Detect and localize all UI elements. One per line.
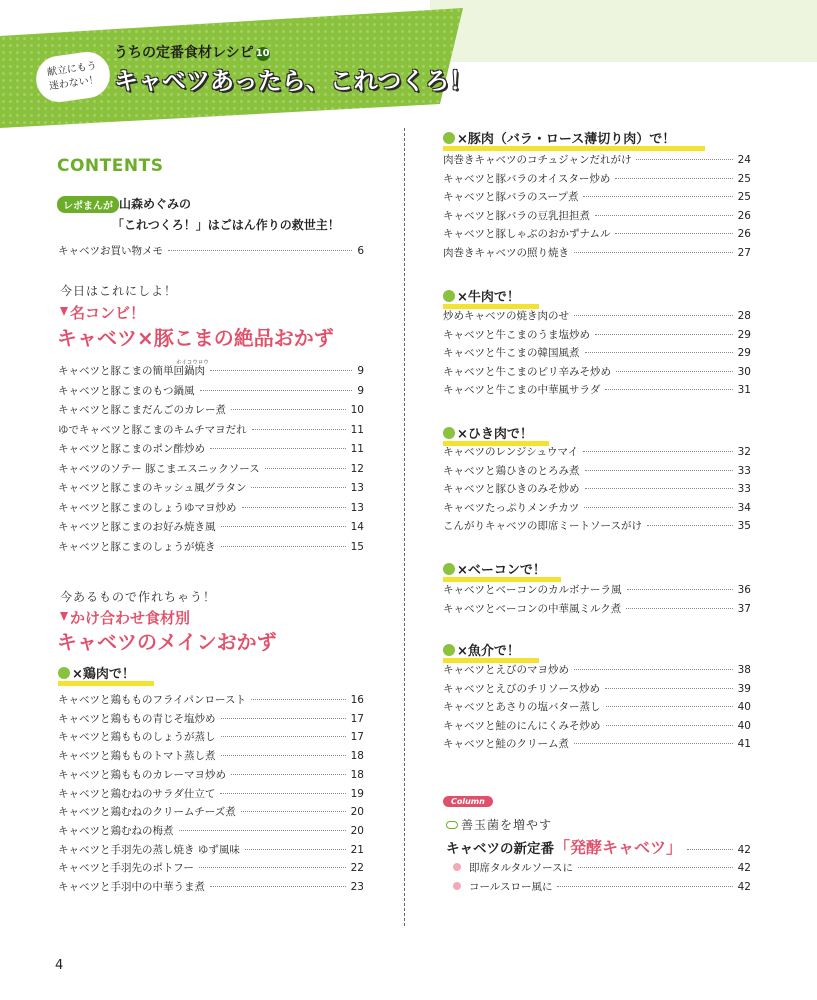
toc-entry-title: キャベツと鮭のクリーム煮: [443, 738, 569, 751]
toc-entry-page: 34: [737, 501, 751, 514]
green-dot-icon: [443, 644, 455, 656]
toc-entry-page: 9: [357, 365, 364, 377]
toc-entry-title: キャベツとベーコンの中華風ミルク煮: [443, 602, 622, 615]
toc-entry-title: キャベツと鶏もものトマト蒸し煮: [58, 750, 216, 763]
toc-entry-title: キャベツと豚しゃぶのおかずナムル: [443, 228, 611, 240]
toc-entry-fermented-cabbage[interactable]: キャベツの新定番 「発酵キャベツ」 42: [446, 838, 751, 857]
toc-entry-title: キャベツと牛こまの韓国風煮: [443, 347, 580, 359]
section-subtitle: かけ合わせ食材別: [70, 609, 191, 627]
toc-entry-title: こんがりキャベツの即席ミートソースがけ: [443, 520, 642, 532]
toc-entry[interactable]: [58, 423, 364, 438]
series-number: 10: [255, 48, 270, 59]
series-label: うちの定番食材レシピ 10: [114, 45, 270, 61]
toc-entry-title: コールスロー風に: [469, 881, 553, 893]
dot-leader: [574, 669, 733, 670]
toc-entry-page: 14: [350, 521, 364, 533]
toc-entry-title: キャベツと手羽先のポトフー: [58, 862, 194, 875]
toc-entry-title: 即席タルタルソースに: [469, 862, 574, 874]
toc-entry-page: 18: [350, 768, 364, 781]
dot-leader: [583, 196, 732, 197]
toc-entry-title: キャベツとベーコンのカルボナーラ風: [443, 584, 622, 596]
toc-entry[interactable]: [443, 663, 751, 678]
dot-leader: [615, 233, 732, 234]
toc-entry-title: キャベツとえびのチリソース炒め: [443, 682, 600, 695]
dot-leader: [605, 389, 732, 390]
report-author-line: 山森めぐみの: [119, 197, 192, 211]
toc-entry-title: キャベツと豚こまのポン酢炒め: [58, 443, 205, 455]
section-heading-pork: ×豚肉（バラ・ロース薄切り肉）で！: [443, 128, 675, 147]
handwritten-caption: 善玉菌を増やす: [446, 816, 552, 833]
page-number: 4: [55, 958, 64, 973]
dot-leader: [627, 589, 733, 590]
toc-entry-title: キャベツと豚こまの簡単回鍋肉: [58, 365, 205, 377]
toc-entry[interactable]: [58, 805, 364, 820]
toc-entry-page: 26: [737, 209, 751, 222]
section-heading-chicken: ×鶏肉で！: [58, 663, 135, 682]
toc-entry-title: 肉巻きキャベツのコチュジャンだれがけ: [443, 154, 632, 166]
toc-entry-page: 42: [737, 881, 751, 893]
toc-entry-title: キャベツのソテー 豚こまエスニックソース: [58, 462, 260, 475]
toc-entry[interactable]: [58, 442, 364, 457]
toc-entry-page: 11: [350, 423, 364, 436]
pink-dot-icon: [453, 882, 461, 890]
pencil-icon: [60, 307, 68, 316]
dot-leader: [241, 811, 346, 812]
toc-entry[interactable]: [58, 481, 364, 496]
toc-entry-page: 40: [737, 719, 751, 732]
dot-leader: [626, 608, 732, 609]
dot-leader: [584, 507, 732, 508]
toc-entry[interactable]: [453, 861, 751, 876]
toc-entry-page: 15: [350, 540, 364, 553]
section-heading-minced: ×ひき肉で！: [443, 423, 533, 442]
dot-leader: [242, 507, 346, 508]
toc-entry-page: 23: [350, 881, 364, 893]
dot-leader: [221, 736, 346, 737]
toc-entry[interactable]: [443, 309, 751, 324]
dot-leader: [200, 390, 353, 391]
dot-leader: [605, 688, 733, 689]
toc-entry[interactable]: [58, 403, 364, 418]
toc-entry-title: キャベツと豚こまのキッシュ風グラタン: [58, 482, 247, 494]
green-dot-icon: [58, 667, 70, 679]
column-divider: [404, 128, 405, 926]
dot-leader: [251, 487, 345, 488]
toc-entry[interactable]: [58, 749, 364, 764]
dot-leader: [647, 525, 733, 526]
toc-entry-title: キャベツと鶏むねのクリームチーズ煮: [58, 806, 236, 819]
column-badge: Column: [443, 796, 493, 807]
toc-entry[interactable]: [58, 364, 364, 379]
section-heading-beef: ×牛肉で！: [443, 286, 520, 305]
dot-leader: [199, 867, 346, 868]
dot-leader: [245, 849, 346, 850]
ruby-reading: ホイコウロウ: [176, 360, 209, 366]
dot-leader: [636, 159, 732, 160]
toc-entry-title: キャベツと豚こまのもつ鍋風: [58, 384, 195, 397]
toc-entry[interactable]: [58, 730, 364, 745]
toc-entry-page: 19: [350, 787, 364, 800]
toc-entry-title: キャベツと豚こまのしょうが焼き: [58, 540, 216, 553]
toc-entry-title: キャベツと豚バラのオイスター炒め: [443, 172, 611, 185]
toc-entry-page: 25: [737, 191, 751, 203]
toc-entry[interactable]: [443, 346, 751, 361]
pink-dot-icon: [453, 863, 461, 871]
dot-leader: [221, 718, 346, 719]
green-dot-icon: [443, 563, 455, 575]
toc-entry-page: 10: [350, 404, 364, 416]
toc-entry-title: 炒めキャベツの焼き肉のせ: [443, 310, 569, 322]
toc-entry[interactable]: [443, 246, 751, 261]
bacteria-icon: [446, 821, 458, 829]
toc-entry[interactable]: [443, 719, 751, 734]
toc-entry-title: キャベツと牛こまのうま塩炒め: [443, 328, 590, 341]
toc-entry-title: キャベツと鶏むねの梅煮: [58, 824, 174, 837]
toc-entry-page: 20: [350, 806, 364, 819]
toc-entry-page: 13: [350, 482, 364, 494]
toc-entry[interactable]: [443, 519, 751, 534]
toc-entry[interactable]: [443, 682, 751, 697]
handwritten-caption: 今日はこれにしよ！: [60, 284, 178, 298]
toc-entry-page: 11: [350, 443, 364, 455]
section-subtitle: 名コンビ！: [70, 304, 146, 322]
dot-leader: [606, 725, 733, 726]
toc-entry-title: キャベツと手羽中の中華うま煮: [58, 881, 205, 893]
toc-entry-page: 17: [350, 712, 364, 725]
green-dot-icon: [443, 427, 455, 439]
dot-leader: [606, 706, 733, 707]
toc-entry[interactable]: [58, 861, 364, 876]
toc-entry-page: 24: [737, 154, 751, 166]
toc-entry-page: 18: [350, 750, 364, 763]
toc-entry[interactable]: [58, 693, 364, 708]
toc-entry-page: 33: [737, 483, 751, 495]
section-title: キャベツのメインおかず: [57, 630, 277, 654]
dot-leader: [615, 178, 732, 179]
toc-entry[interactable]: [443, 583, 751, 598]
dot-leader: [574, 252, 733, 253]
toc-entry-title: キャベツと鶏もものしょうが蒸し: [58, 731, 216, 744]
toc-entry-title: キャベツと豚こまだんごのカレー煮: [58, 404, 226, 416]
toc-entry-title: キャベツと豚こまのしょうゆマヨ炒め: [58, 501, 237, 514]
toc-entry-page: 32: [737, 446, 751, 458]
toc-entry-page: 38: [737, 664, 751, 676]
dot-leader: [583, 451, 732, 452]
toc-entry[interactable]: [58, 462, 364, 477]
speech-bubble: 献立にもう 迷わない！: [33, 49, 113, 105]
toc-entry[interactable]: [58, 540, 364, 555]
toc-entry[interactable]: [443, 501, 751, 516]
dot-leader: [221, 526, 346, 527]
toc-entry[interactable]: [443, 328, 751, 343]
dot-leader: [574, 315, 733, 316]
dot-leader: [585, 352, 733, 353]
toc-entry-page: 31: [737, 384, 751, 396]
toc-entry[interactable]: [443, 172, 751, 187]
toc-entry-title: キャベツと豚こまのお好み焼き風: [58, 521, 216, 533]
toc-entry-title: キャベツとえびのマヨ炒め: [443, 664, 569, 676]
toc-entry-page: 22: [350, 862, 364, 875]
toc-entry[interactable]: [58, 384, 364, 399]
dot-leader: [210, 886, 346, 887]
toc-entry[interactable]: [58, 520, 364, 535]
toc-entry-title: キャベツと豚バラのスープ煮: [443, 191, 579, 203]
toc-entry-title: キャベツのレンジシュウマイ: [443, 446, 579, 458]
toc-entry[interactable]: [58, 880, 364, 895]
toc-entry-title: キャベツたっぷりメンチカツ: [443, 501, 580, 514]
dot-leader: [574, 743, 733, 744]
dot-leader: [231, 409, 346, 410]
toc-entry-title: キャベツと手羽先の蒸し焼き ゆず風味: [58, 843, 240, 856]
dot-leader: [251, 699, 346, 700]
toc-entry[interactable]: [443, 602, 751, 617]
toc-entry-title: キャベツと豚ひきのみそ炒め: [443, 483, 580, 495]
pencil-icon: [60, 612, 68, 621]
toc-entry-page: 12: [350, 462, 364, 475]
toc-entry-title: 肉巻きキャベツの照り焼き: [443, 246, 569, 259]
toc-entry-page: 29: [737, 328, 751, 341]
toc-entry-title: キャベツと牛こまのピリ辛みそ炒め: [443, 365, 611, 378]
section-heading-seafood: ×魚介で！: [443, 640, 520, 659]
dot-leader: [265, 468, 346, 469]
toc-entry[interactable]: [443, 190, 751, 205]
header-pale-band: [430, 0, 817, 62]
dot-leader: [585, 488, 733, 489]
handwritten-caption: 今あるもので作れちゃう！: [60, 590, 217, 604]
dot-leader: [595, 334, 733, 335]
toc-entry[interactable]: [58, 824, 364, 839]
toc-entry-title: キャベツと鶏もものカレーマヨ炒め: [58, 768, 226, 781]
toc-entry-page: 41: [737, 738, 751, 751]
toc-entry-page: 16: [350, 694, 364, 706]
toc-entry-page: 40: [737, 701, 751, 714]
green-dot-icon: [443, 290, 455, 302]
toc-entry-page: 9: [357, 384, 364, 397]
contents-heading: CONTENTS: [57, 156, 164, 176]
toc-entry[interactable]: [443, 445, 751, 460]
toc-entry-page: 13: [350, 501, 364, 514]
dot-leader: [210, 370, 352, 371]
toc-entry[interactable]: [443, 383, 751, 398]
toc-entry[interactable]: [443, 464, 751, 479]
dot-leader: [221, 546, 346, 547]
dot-leader: [557, 886, 732, 887]
dot-leader: [585, 470, 733, 471]
toc-entry[interactable]: [443, 365, 751, 380]
toc-entry-page: 28: [737, 310, 751, 322]
toc-entry-page: 36: [737, 584, 751, 596]
dot-leader: [595, 215, 733, 216]
toc-entry-page: 33: [737, 464, 751, 477]
dot-leader: [221, 755, 346, 756]
toc-entry-title: キャベツと鶏ひきのとろみ煮: [443, 464, 580, 477]
toc-entry-title: キャベツと鶏ももの青じそ塩炒め: [58, 712, 216, 725]
dot-leader: [210, 448, 346, 449]
toc-entry-title: ゆでキャベツと豚こまのキムチマヨだれ: [58, 423, 247, 436]
toc-entry[interactable]: [443, 482, 751, 497]
toc-entry[interactable]: [453, 880, 751, 895]
toc-entry-page: 26: [737, 228, 751, 240]
toc-entry-title: キャベツとあさりの塩バター蒸し: [443, 701, 601, 714]
toc-entry-page: 20: [350, 824, 364, 837]
toc-entry[interactable]: [58, 712, 364, 727]
green-dot-icon: [443, 132, 455, 144]
toc-entry-page: 30: [737, 365, 751, 378]
dot-leader: [220, 793, 345, 794]
toc-entry-shopping-memo[interactable]: キャベツお買い物メモ 6: [58, 245, 364, 257]
dot-leader: [252, 429, 346, 430]
page-title: キャベツあったら、これつくろ！: [114, 67, 474, 95]
section-title: キャベツ×豚こまの絶品おかず: [57, 326, 334, 350]
toc-entry[interactable]: [58, 768, 364, 783]
toc-entry-title: キャベツと豚バラの豆乳担担煮: [443, 209, 590, 222]
toc-entry[interactable]: [443, 700, 751, 715]
toc-entry[interactable]: [58, 787, 364, 802]
report-manga-tag: レポまんが: [57, 196, 119, 213]
toc-entry-page: 39: [737, 682, 751, 695]
toc-entry-page: 21: [350, 843, 364, 856]
toc-entry-page: 29: [737, 347, 751, 359]
report-title-line: 「これつくろ！」はごはん作りの救世主！: [112, 218, 340, 232]
toc-entry-page: 27: [737, 246, 751, 259]
toc-entry-page: 25: [737, 172, 751, 185]
toc-entry-title: キャベツと鶏もものフライパンロースト: [58, 694, 246, 706]
dot-leader: [578, 867, 733, 868]
toc-entry-page: 17: [350, 731, 364, 744]
toc-entry[interactable]: [443, 209, 751, 224]
toc-entry-page: 42: [737, 862, 751, 874]
toc-entry-title: キャベツと牛こまの中華風サラダ: [443, 384, 601, 396]
toc-entry-title: キャベツと鶏むねのサラダ仕立て: [58, 787, 216, 800]
toc-entry-title: キャベツと鮭のにんにくみそ炒め: [443, 719, 601, 732]
toc-entry[interactable]: [443, 153, 751, 168]
toc-entry[interactable]: [443, 227, 751, 242]
dot-leader: [616, 371, 733, 372]
toc-entry-page: 35: [737, 520, 751, 532]
toc-entry[interactable]: [443, 737, 751, 752]
toc-entry-page: 37: [737, 602, 751, 615]
section-heading-bacon: ×ベーコンで！: [443, 559, 546, 578]
dot-leader: [231, 774, 346, 775]
toc-entry[interactable]: [58, 501, 364, 516]
toc-entry[interactable]: [58, 843, 364, 858]
dot-leader: [179, 830, 346, 831]
